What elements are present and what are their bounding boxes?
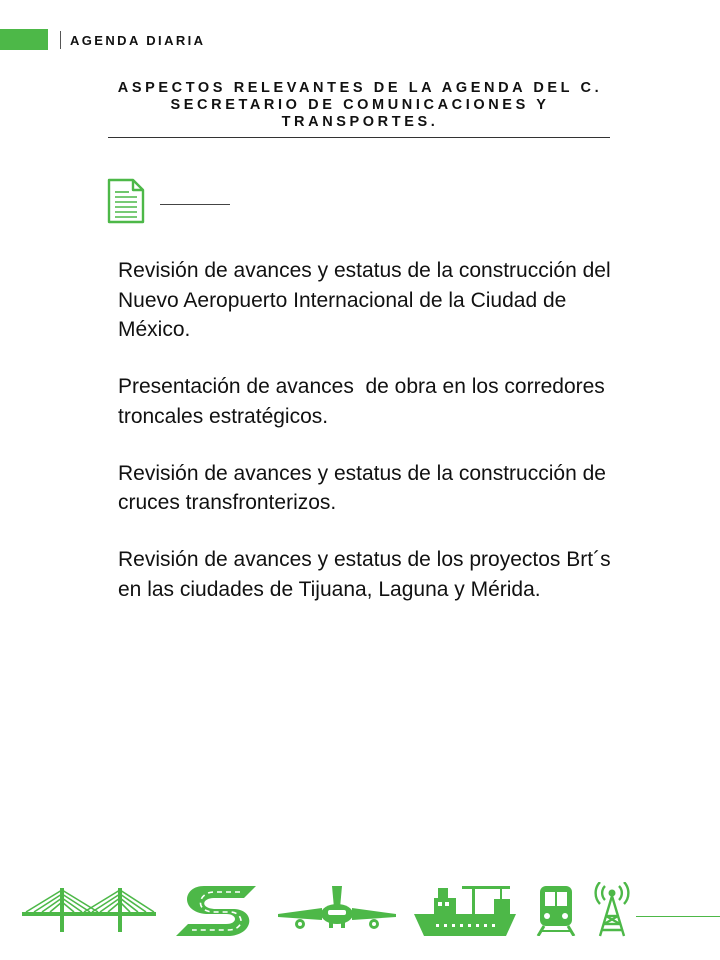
document-icon	[106, 178, 146, 224]
title-underline	[108, 137, 610, 138]
agenda-item: Presentación de avances de obra en los corredores troncales estratégicos.	[118, 375, 611, 428]
header-label: AGENDA DIARIA	[70, 33, 206, 48]
agenda-item: Revisión de avances y estatus de la construcción del Nuevo Aeropuerto Internacional de la Ciudad de México.	[118, 259, 617, 341]
agenda-item: Revisión de avances y estatus de la construcción de cruces transfronterizos.	[118, 461, 612, 514]
page-title: ASPECTOS RELEVANTES DE LA AGENDA DEL C. SECRETARIO DE COMUNICACIONES Y TRANSPORTES.	[117, 80, 603, 130]
agenda-list	[118, 256, 623, 632]
header-accent-bar	[0, 29, 48, 50]
cargo-ship-icon	[414, 882, 516, 938]
airplane-icon	[278, 886, 396, 934]
bridge-icon	[22, 886, 156, 934]
antenna-tower-icon	[594, 882, 630, 938]
footer-rule	[636, 916, 720, 917]
train-icon	[536, 886, 576, 936]
section-rule	[160, 204, 230, 205]
road-icon	[174, 884, 260, 938]
agenda-item: Revisión de avances y estatus de los proyectos Brt´s en las ciudades de Tijuana, Laguna y Mérida.	[118, 548, 623, 601]
header-separator	[60, 31, 61, 49]
